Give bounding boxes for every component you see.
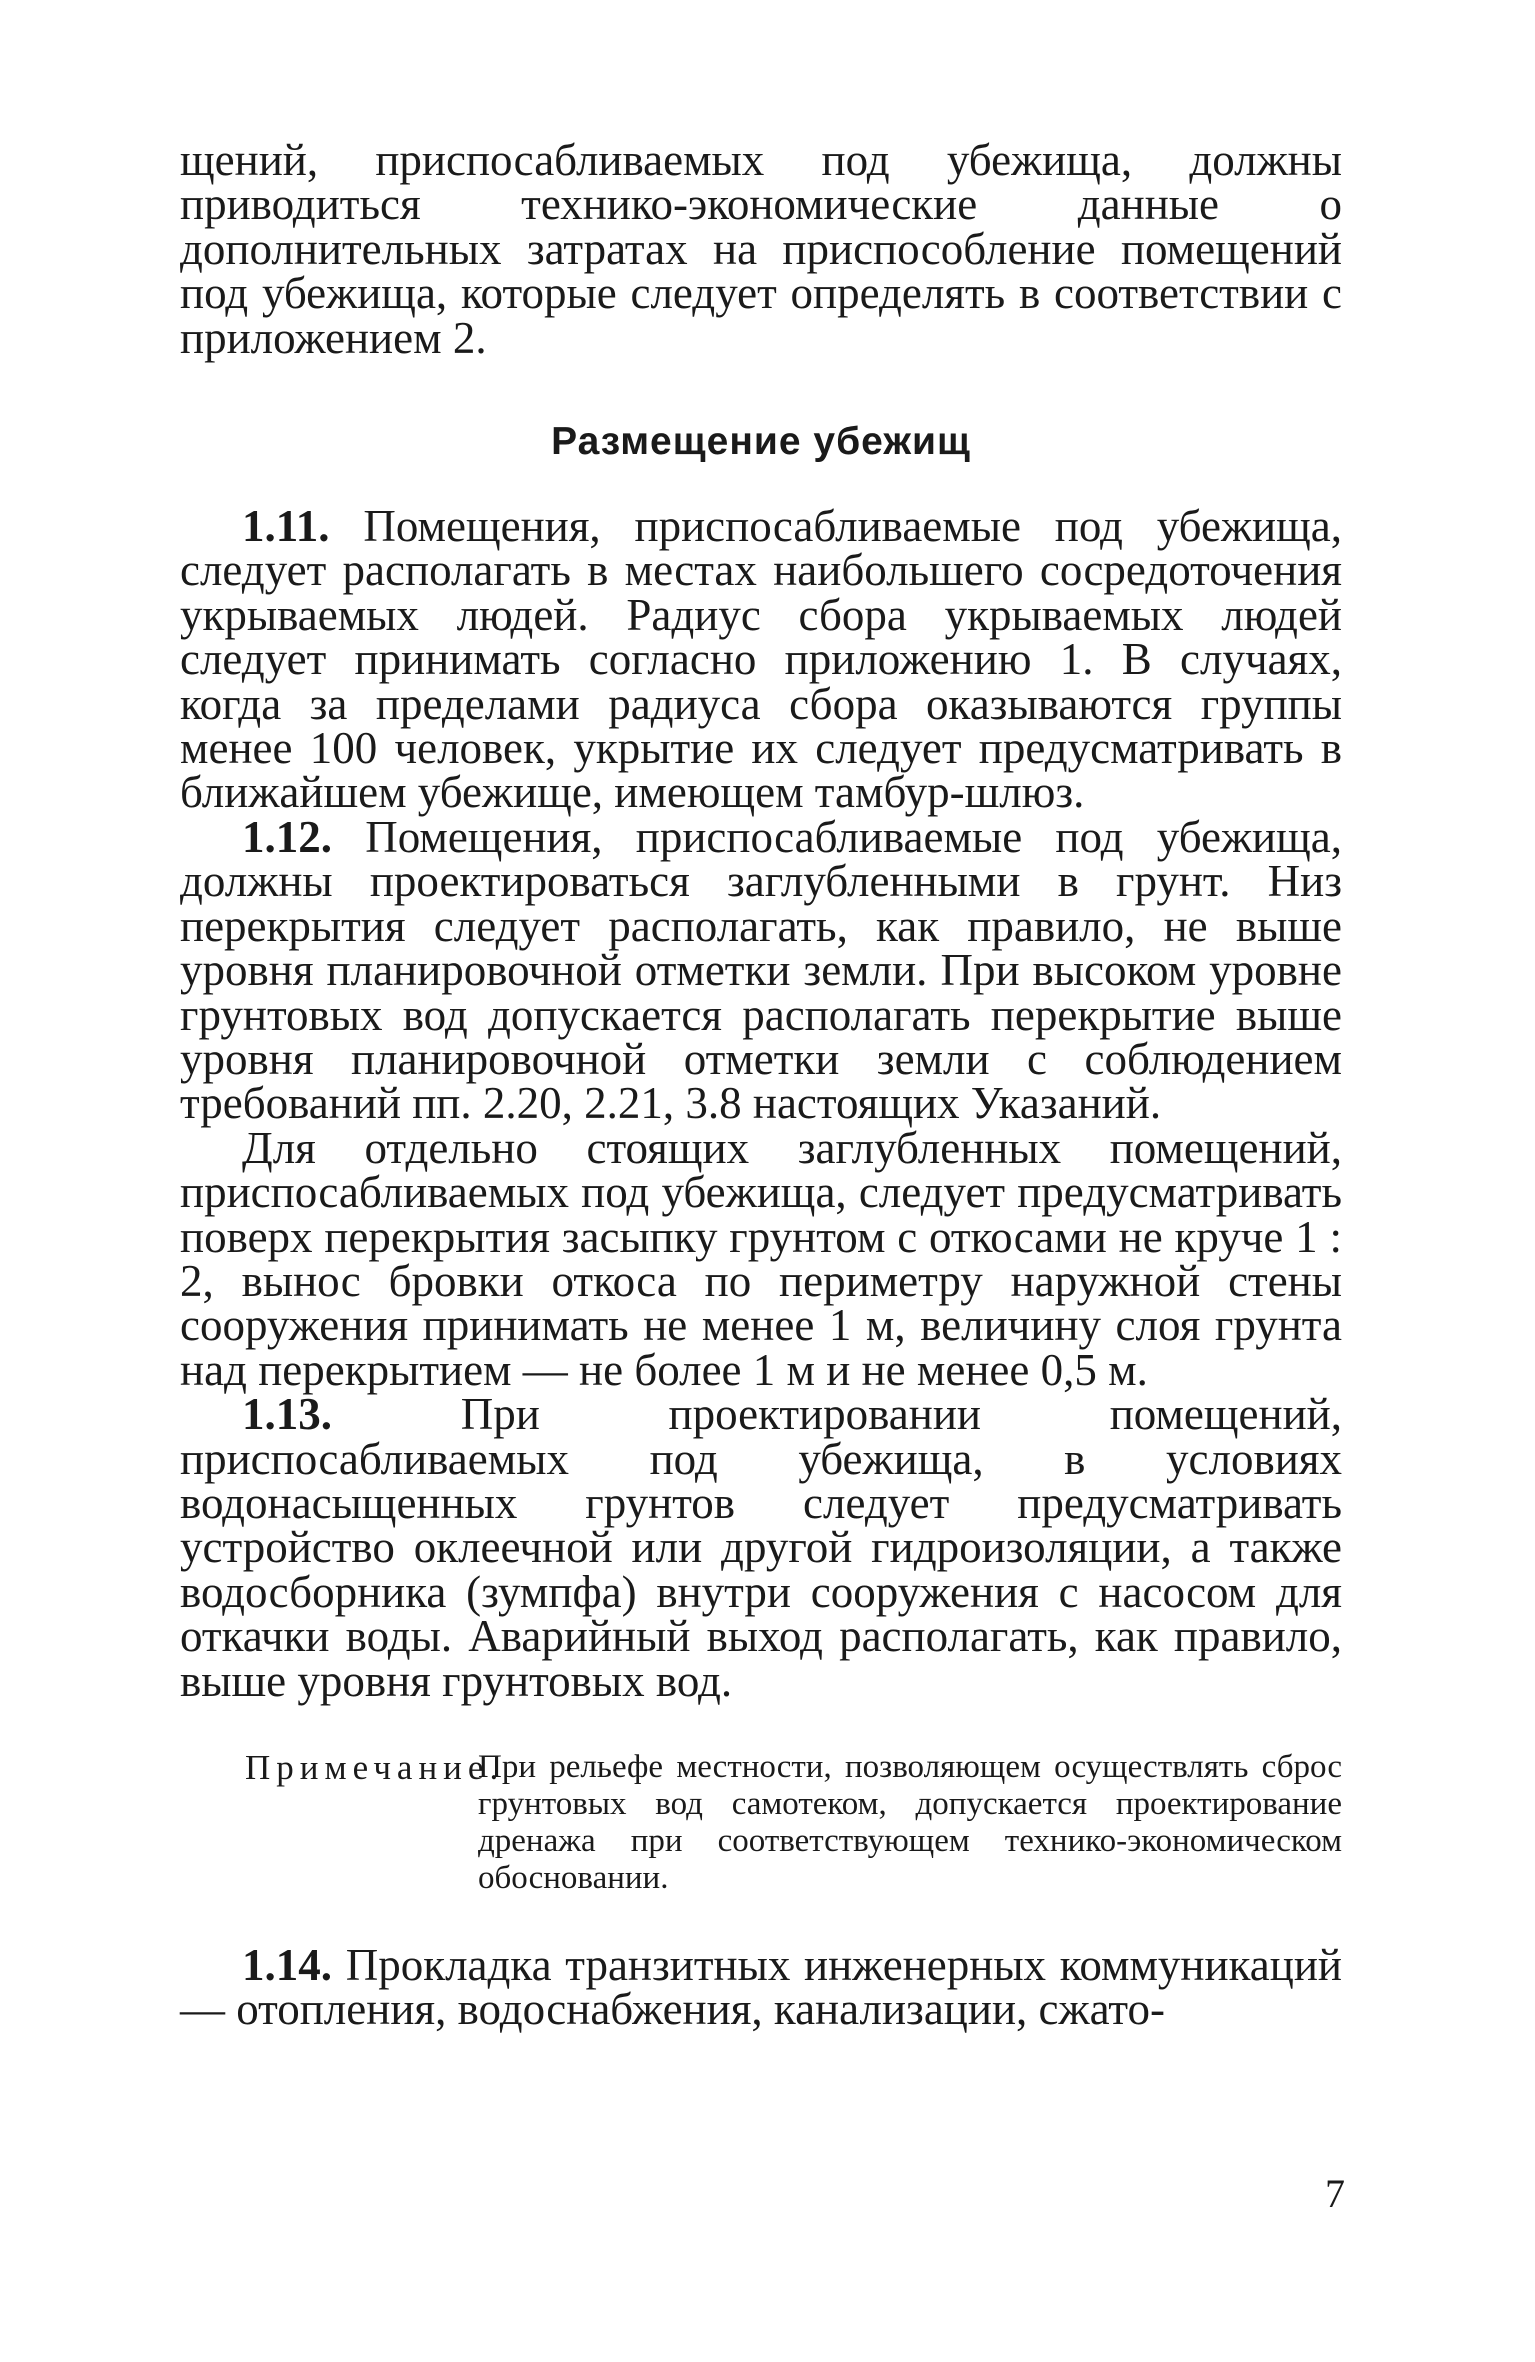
paragraph-1-11	[180, 501, 1343, 818]
section-number: 1.14.	[242, 1940, 332, 1990]
section-text: При проектировании помещений, приспосабливаемых под убежища, в условиях водонасыщенных грунтов следует предусматривать устройство оклеечной или другой гидроизоляции, а также водосборника (зумпфа) внутри сооружения с насосом для откачки воды. Аварийный выход располагать, как правило, выше уровня грунтовых вод.	[180, 1389, 1343, 1706]
page-number: 7	[1325, 2171, 1345, 2216]
note-label: Примечание.	[245, 1748, 505, 1787]
section-heading: Размещение убежищ	[551, 420, 971, 464]
section-text: Помещения, приспосабливаемые под убежища, следует располагать в местах наибольшего сосредоточения укрываемых людей. Радиус сбора укрываемых людей следует принимать согласно приложению 1. В случаях, когда за пределами радиуса сбора оказываются группы менее 100 человек, укрытие их следует предусматривать в ближайшем убежище, имеющем тамбур-шлюз.	[180, 501, 1343, 818]
paragraph-1-12	[180, 811, 1343, 1129]
intro-paragraph: щений, приспосабливаемых под убежища, должны приводиться технико-экономические данные о дополнительных затратах на приспособление помещений под убежища, которые следует определять в соответствии с приложением 2.	[180, 135, 1342, 363]
note-text: При рельефе местности, позволяющем осуществлять сброс грунтовых вод самотеком, допускается проектирование дренажа при соответствующем технико-экономическом обосновании.	[478, 1749, 1342, 1896]
paragraph-1-14	[180, 1940, 1342, 2035]
paragraph-1-13	[180, 1389, 1343, 1706]
section-text: Прокладка транзитных инженерных коммуникаций — отопления, водоснабжения, канализации, сжато-	[180, 1940, 1342, 2035]
section-number: 1.13.	[242, 1389, 332, 1440]
section-number: 1.11.	[242, 501, 330, 552]
paragraph-1-12-continued	[180, 1122, 1342, 1395]
note-block	[180, 1749, 1342, 1897]
section-text: Для отдельно стоящих заглубленных помещений, приспосабливаемых под убежища, следует предусматривать поверх перекрытия засыпку грунтом с откосами не круче 1 : 2, вынос бровки откоса по периметру наружной стены сооружения принимать не менее 1 м, величину слоя грунта над перекрытием — не более 1 м и не менее 0,5 м.	[180, 1122, 1342, 1395]
section-number: 1.12.	[242, 811, 332, 862]
page-body	[180, 135, 1343, 2035]
section-text: Помещения, приспосабливаемые под убежища, должны проектироваться заглубленными в грунт. Низ перекрытия следует располагать, как правило, не выше уровня планировочной отметки земли. При высоком уровне грунтовых вод допускается располагать перекрытие выше уровня планировочной отметки земли с соблюдением требований пп. 2.20, 2.21, 3.8 настоящих Указаний.	[180, 811, 1343, 1129]
